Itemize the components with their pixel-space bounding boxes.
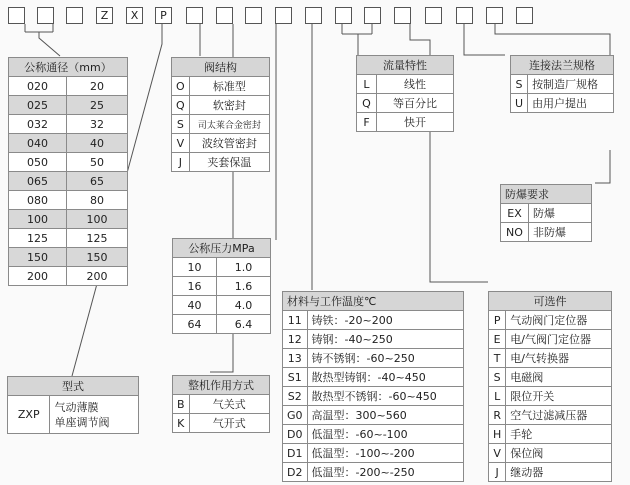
code-box <box>486 7 503 24</box>
table-row <box>9 210 128 229</box>
table-row <box>173 395 270 414</box>
row-label: 50 <box>67 153 128 172</box>
table-row <box>489 311 612 330</box>
code-box: P <box>155 7 172 24</box>
row-code: Q <box>357 94 377 113</box>
model-type-code: ZXP <box>8 396 50 434</box>
row-code: S <box>489 368 506 387</box>
table-row <box>283 349 464 368</box>
table-row <box>173 277 271 296</box>
row-label: 25 <box>67 96 128 115</box>
table-row <box>173 258 271 277</box>
row-code: K <box>173 414 190 433</box>
valve-structure-table <box>171 57 270 172</box>
row-label: 150 <box>67 248 128 267</box>
row-code: 080 <box>9 191 67 210</box>
table-row <box>511 75 614 94</box>
table-row <box>173 315 271 334</box>
row-label: 夹套保温 <box>189 153 269 172</box>
model-type-desc-line2: 单座调节阀 <box>54 415 110 429</box>
row-code: S <box>172 115 190 134</box>
nominal-diameter-table <box>8 57 128 286</box>
table-row <box>489 425 612 444</box>
code-box <box>275 7 292 24</box>
table-row <box>283 444 464 463</box>
code-box <box>364 7 381 24</box>
table-row <box>501 223 592 242</box>
table-row <box>9 172 128 191</box>
row-label: 6.4 <box>217 315 271 334</box>
row-code: 200 <box>9 267 67 286</box>
row-label: 4.0 <box>217 296 271 315</box>
code-box <box>335 7 352 24</box>
code-box <box>186 7 203 24</box>
row-code: 12 <box>283 330 308 349</box>
row-label: 气开式 <box>189 414 269 433</box>
row-code: 050 <box>9 153 67 172</box>
code-box <box>66 7 83 24</box>
row-code: 13 <box>283 349 308 368</box>
table-row <box>283 311 464 330</box>
model-type-description <box>50 396 139 434</box>
explosion-proof-title: 防爆要求 <box>501 185 592 204</box>
flange-spec-title: 连接法兰规格 <box>511 56 614 75</box>
row-label: 继动器 <box>506 463 612 482</box>
row-label: 防爆 <box>529 204 592 223</box>
code-box <box>216 7 233 24</box>
row-label: 铸钢：-40~250 <box>307 330 463 349</box>
table-row <box>357 94 454 113</box>
row-code: G0 <box>283 406 308 425</box>
row-code: 032 <box>9 115 67 134</box>
code-box <box>37 7 54 24</box>
table-row <box>172 96 270 115</box>
explosion-proof-table <box>500 184 592 242</box>
row-label: 气关式 <box>189 395 269 414</box>
row-code: D0 <box>283 425 308 444</box>
row-code: 40 <box>173 296 217 315</box>
material-temperature-table <box>282 291 464 482</box>
action-mode-table <box>172 375 270 433</box>
nominal-pressure-title: 公称压力MPa <box>173 239 271 258</box>
row-label: 低温型：-60~-100 <box>307 425 463 444</box>
row-label: 软密封 <box>189 96 269 115</box>
table-row <box>173 296 271 315</box>
table-row <box>9 248 128 267</box>
table-row <box>489 368 612 387</box>
code-box <box>516 7 533 24</box>
row-label: 由用户提出 <box>528 94 614 113</box>
model-type-table <box>7 376 139 434</box>
row-code: S1 <box>283 368 308 387</box>
row-code: V <box>172 134 190 153</box>
row-code: 150 <box>9 248 67 267</box>
row-code: E <box>489 330 506 349</box>
row-code: O <box>172 77 190 96</box>
table-row <box>9 96 128 115</box>
table-row <box>172 153 270 172</box>
row-code: R <box>489 406 506 425</box>
row-code: L <box>357 75 377 94</box>
row-label: 32 <box>67 115 128 134</box>
table-row <box>357 75 454 94</box>
row-code: H <box>489 425 506 444</box>
flow-characteristic-table <box>356 55 454 132</box>
row-label: 等百分比 <box>377 94 454 113</box>
row-code: 025 <box>9 96 67 115</box>
row-label: 高温型：300~560 <box>307 406 463 425</box>
row-label: 标准型 <box>189 77 269 96</box>
row-label: 1.0 <box>217 258 271 277</box>
row-code: 100 <box>9 210 67 229</box>
row-label: 200 <box>67 267 128 286</box>
row-label: 80 <box>67 191 128 210</box>
row-code: S2 <box>283 387 308 406</box>
table-row <box>172 115 270 134</box>
row-label: 低温型：-100~-200 <box>307 444 463 463</box>
table-row <box>9 77 128 96</box>
code-box <box>305 7 322 24</box>
row-label: 线性 <box>377 75 454 94</box>
code-box <box>456 7 473 24</box>
table-row <box>283 463 464 482</box>
table-row <box>501 204 592 223</box>
row-code: J <box>489 463 506 482</box>
code-box: X <box>126 7 143 24</box>
row-code: V <box>489 444 506 463</box>
code-box: Z <box>96 7 113 24</box>
row-label: 电/气阀门定位器 <box>506 330 612 349</box>
table-row <box>9 267 128 286</box>
table-row <box>489 463 612 482</box>
row-label: 快开 <box>377 113 454 132</box>
row-code: 040 <box>9 134 67 153</box>
table-row <box>283 387 464 406</box>
row-code: T <box>489 349 506 368</box>
flow-characteristic-title: 流量特性 <box>357 56 454 75</box>
row-code: 125 <box>9 229 67 248</box>
row-code: Q <box>172 96 190 115</box>
row-label: 20 <box>67 77 128 96</box>
table-row <box>489 330 612 349</box>
table-row <box>173 414 270 433</box>
row-label: 125 <box>67 229 128 248</box>
material-temperature-title: 材料与工作温度℃ <box>283 292 464 311</box>
row-label: 非防爆 <box>529 223 592 242</box>
row-code: 64 <box>173 315 217 334</box>
row-label: 限位开关 <box>506 387 612 406</box>
row-label: 40 <box>67 134 128 153</box>
table-row <box>9 134 128 153</box>
row-code: 16 <box>173 277 217 296</box>
row-code: J <box>172 153 190 172</box>
table-row <box>283 425 464 444</box>
row-label: 散热型铸钢：-40~450 <box>307 368 463 387</box>
code-box <box>245 7 262 24</box>
row-label: 气动阀门定位器 <box>506 311 612 330</box>
row-code: B <box>173 395 190 414</box>
row-label: 司太莱合金密封 <box>189 115 269 134</box>
table-row <box>511 94 614 113</box>
action-mode-title: 整机作用方式 <box>173 376 270 395</box>
nominal-pressure-table <box>172 238 271 334</box>
row-label: 1.6 <box>217 277 271 296</box>
row-code: F <box>357 113 377 132</box>
nominal-diameter-title: 公称通径（mm） <box>9 58 128 77</box>
table-row <box>489 444 612 463</box>
row-code: 11 <box>283 311 308 330</box>
table-row <box>283 330 464 349</box>
row-code: 10 <box>173 258 217 277</box>
row-code: P <box>489 311 506 330</box>
options-table <box>488 291 612 482</box>
options-title: 可选件 <box>489 292 612 311</box>
row-label: 波纹管密封 <box>189 134 269 153</box>
row-label: 65 <box>67 172 128 191</box>
row-label: 电磁阀 <box>506 368 612 387</box>
row-label: 电/气转换器 <box>506 349 612 368</box>
row-label: 按制造厂规格 <box>528 75 614 94</box>
table-row <box>489 406 612 425</box>
row-code: D1 <box>283 444 308 463</box>
row-label: 空气过滤减压器 <box>506 406 612 425</box>
row-label: 散热型不锈钢：-60~450 <box>307 387 463 406</box>
row-label: 保位阀 <box>506 444 612 463</box>
table-row <box>489 349 612 368</box>
model-type-desc-line1: 气动薄膜 <box>54 400 99 414</box>
valve-structure-title: 阀结构 <box>172 58 270 77</box>
row-label: 100 <box>67 210 128 229</box>
row-code: NO <box>501 223 529 242</box>
code-box <box>425 7 442 24</box>
table-row <box>489 387 612 406</box>
table-row <box>283 368 464 387</box>
table-row <box>9 115 128 134</box>
row-code: U <box>511 94 528 113</box>
row-code: 065 <box>9 172 67 191</box>
row-label: 铸铁：-20~200 <box>307 311 463 330</box>
row-code: EX <box>501 204 529 223</box>
flange-spec-table <box>510 55 614 113</box>
table-row <box>172 77 270 96</box>
table-row <box>9 229 128 248</box>
model-type-title: 型式 <box>8 377 139 396</box>
row-label: 铸不锈钢：-60~250 <box>307 349 463 368</box>
row-code: S <box>511 75 528 94</box>
table-row <box>357 113 454 132</box>
table-row <box>9 153 128 172</box>
code-box <box>8 7 25 24</box>
table-row <box>172 134 270 153</box>
row-code: L <box>489 387 506 406</box>
table-row <box>283 406 464 425</box>
row-label: 低温型：-200~-250 <box>307 463 463 482</box>
code-box <box>394 7 411 24</box>
row-code: D2 <box>283 463 308 482</box>
row-label: 手轮 <box>506 425 612 444</box>
row-code: 020 <box>9 77 67 96</box>
table-row <box>9 191 128 210</box>
